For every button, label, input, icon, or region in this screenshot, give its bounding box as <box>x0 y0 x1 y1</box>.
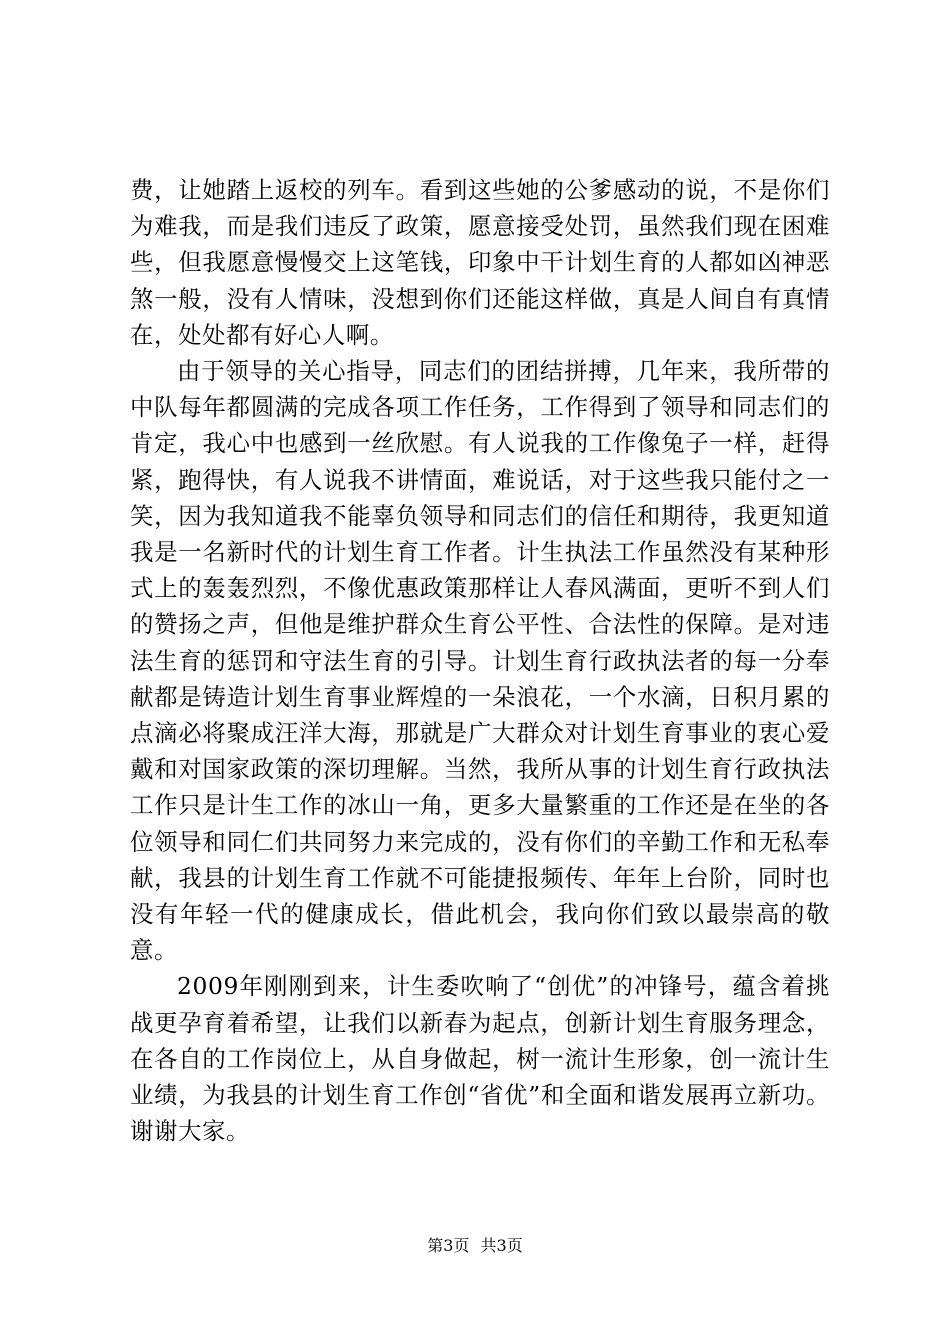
paragraph-1: 费，让她踏上返校的列车。看到这些她的公爹感动的说，不是你们为难我，而是我们违反了政策，愿意接受处罚，虽然我们现在困难些，但我愿意慢慢交上这笔钱，印象中干计划生育的人都如凶神恶煞一般，没有人情味，没想到你们还能这样做，真是人间自有真情在，处处都有好心人啊。 <box>130 176 830 349</box>
page-total: 共3页 <box>480 1236 523 1255</box>
paragraph-2: 由于领导的关心指导，同志们的团结拼搏，几年来，我所带的中队每年都圆满的完成各项工作任务，工作得到了领导和同志们的肯定，我心中也感到一丝欣慰。有人说我的工作像兔子一样，赶得紧，跑得快，有人说我不讲情面，难说话，对于这些我只能付之一笑，因为我知道我不能辜负领导和同志们的信任和期待，我更知道我是一名新时代的计划生育工作者。计生执法工作虽然没有某种形式上的轰轰烈烈，不像优惠政策那样让人春风满面，更听不到人们的赞扬之声，但他是维护群众生育公平性、合法性的保障。是对违法生育的惩罚和守法生育的引导。计划生育行政执法者的每一分奉献都是铸造计划生育事业辉煌的一朵浪花，一个水滴，日积月累的点滴必将聚成汪洋大海，那就是广大群众对计划生育事业的衷心爱戴和对国家政策的深切理解。当然，我所从事的计划生育行政执法工作只是计生工作的冰山一角，更多大量繁重的工作还是在坐的各位领导和同仁们共同努力来完成的，没有你们的辛勤工作和无私奉献，我县的计划生育工作就不可能捷报频传、年年上台阶，同时也没有年轻一代的健康成长，借此机会，我向你们致以最崇高的敬意。 <box>130 357 830 965</box>
page-number: 第3页 <box>427 1236 470 1255</box>
document-body <box>130 172 830 1149</box>
paragraph-3: 2009年刚刚到来，计生委吹响了“创优”的冲锋号，蕴含着挑战更孕育着希望，让我们以新春为起点，创新计划生育服务理念，在各自的工作岗位上，从自身做起，树一流计生形象，创一流计生业绩，为我县的计划生育工作创“省优”和全面和谐发展再立新功。谢谢大家。 <box>130 972 830 1146</box>
page-footer <box>0 1236 950 1256</box>
